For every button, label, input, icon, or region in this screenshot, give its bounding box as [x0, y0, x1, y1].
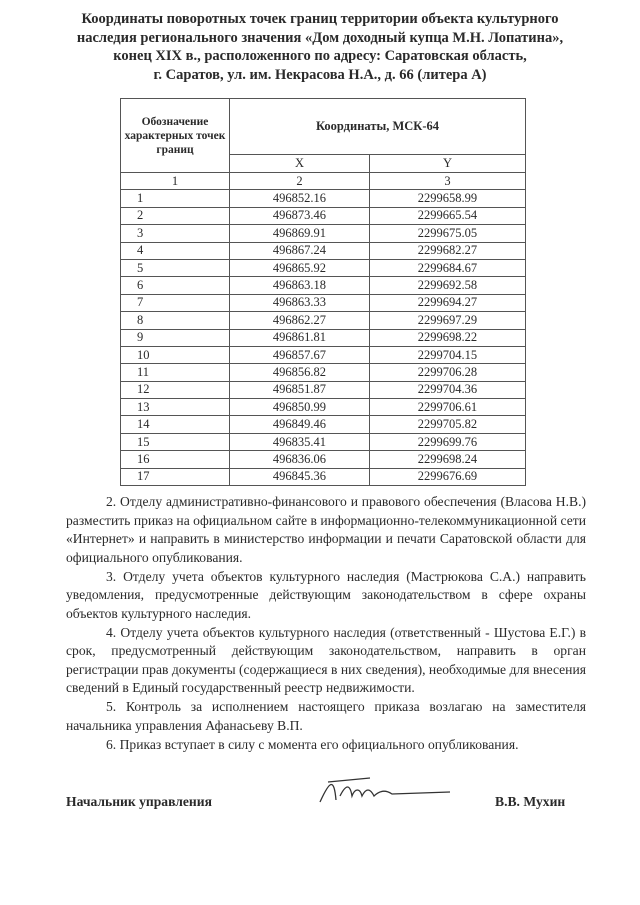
index-cell: 1 [121, 173, 230, 190]
paragraph: 6. Приказ вступает в силу с момента его официального опубликования. [106, 736, 519, 752]
index-cell: 3 [369, 173, 525, 190]
table-row [121, 433, 526, 450]
index-row [121, 173, 526, 190]
point-number: 11 [121, 364, 230, 381]
point-number: 4 [121, 242, 230, 259]
table-row [121, 381, 526, 398]
point-number: 12 [121, 381, 230, 398]
coord-x: 496861.81 [230, 329, 370, 346]
table-row [121, 277, 526, 294]
table-row [121, 416, 526, 433]
paragraph: 5. Контроль за исполнением настоящего приказа возлагаю на заместителя начальника управления Афанасьеву В.П. [66, 699, 586, 733]
index-cell: 2 [230, 173, 370, 190]
coord-y: 2299699.76 [369, 433, 525, 450]
table-row [121, 329, 526, 346]
signatory-name: В.В. Мухин [495, 794, 566, 809]
coord-x: 496863.33 [230, 294, 370, 311]
coord-x: 496862.27 [230, 312, 370, 329]
header-coords: Координаты, МСК-64 [230, 99, 526, 155]
order-paragraphs [66, 493, 586, 755]
coord-x: 496873.46 [230, 207, 370, 224]
paragraph: 4. Отделу учета объектов культурного наследия (ответственный - Шустова Е.Г.) в срок, предусмотренный действующим законодательством, направить в орган регистрации прав документы (содержащиеся в них сведения), необходимые для внесения сведений в Единый государственный реестр недвижимости. [66, 624, 586, 696]
table-row [121, 294, 526, 311]
coord-y: 2299706.28 [369, 364, 525, 381]
table-row [121, 259, 526, 276]
table-row [121, 399, 526, 416]
coord-x: 496865.92 [230, 259, 370, 276]
header-y: Y [369, 154, 525, 172]
coordinates-table [120, 98, 526, 486]
coord-x: 496851.87 [230, 381, 370, 398]
table-row [121, 364, 526, 381]
title-line: Координаты поворотных точек границ территории объекта культурного [81, 11, 559, 27]
table-row [121, 242, 526, 259]
document-title [40, 10, 600, 84]
paragraph: 3. Отделу учета объектов культурного наследия (Мастрюкова С.А.) направить уведомления, предусмотренные действующим законодательством в сфере охраны объектов культурного наследия. [66, 568, 586, 621]
coord-y: 2299706.61 [369, 399, 525, 416]
point-number: 6 [121, 277, 230, 294]
table-row [121, 190, 526, 207]
coord-x: 496867.24 [230, 242, 370, 259]
coord-y: 2299675.05 [369, 225, 525, 242]
coord-y: 2299698.24 [369, 451, 525, 468]
point-number: 10 [121, 346, 230, 363]
point-number: 14 [121, 416, 230, 433]
signatory-position: Начальник управления [66, 794, 212, 809]
coord-y: 2299698.22 [369, 329, 525, 346]
coord-y: 2299684.67 [369, 259, 525, 276]
point-number: 15 [121, 433, 230, 450]
coord-x: 496852.16 [230, 190, 370, 207]
coord-y: 2299682.27 [369, 242, 525, 259]
coord-y: 2299694.27 [369, 294, 525, 311]
coord-y: 2299676.69 [369, 468, 525, 485]
coord-y: 2299704.36 [369, 381, 525, 398]
coord-x: 496863.18 [230, 277, 370, 294]
coord-y: 2299692.58 [369, 277, 525, 294]
handwritten-signature-icon [300, 770, 460, 815]
coord-y: 2299704.15 [369, 346, 525, 363]
point-number: 13 [121, 399, 230, 416]
coord-x: 496836.06 [230, 451, 370, 468]
coord-x: 496869.91 [230, 225, 370, 242]
table-row [121, 225, 526, 242]
point-number: 3 [121, 225, 230, 242]
table-row [121, 468, 526, 485]
paragraph: 2. Отделу административно-финансового и правового обеспечения (Власова Н.В.) разместить приказ на официальном сайте в информационно-телекоммуникационной сети «Интернет» и направить в министерство информации и печати Саратовской области для официального опубликования. [66, 494, 586, 565]
table-row [121, 451, 526, 468]
point-number: 5 [121, 259, 230, 276]
coord-x: 496857.67 [230, 346, 370, 363]
table-row [121, 207, 526, 224]
point-number: 17 [121, 468, 230, 485]
title-line: конец XIX в., расположенного по адресу: Саратовская область, [113, 48, 527, 64]
table-row [121, 312, 526, 329]
coord-x: 496845.36 [230, 468, 370, 485]
coord-x: 496849.46 [230, 416, 370, 433]
coord-x: 496835.41 [230, 433, 370, 450]
coord-y: 2299705.82 [369, 416, 525, 433]
point-number: 9 [121, 329, 230, 346]
table-row [121, 346, 526, 363]
point-number: 7 [121, 294, 230, 311]
table-body [121, 173, 526, 486]
coord-y: 2299697.29 [369, 312, 525, 329]
title-line: наследия регионального значения «Дом доходный купца М.Н. Лопатина», [76, 29, 564, 46]
header-x: X [230, 154, 370, 172]
coord-x: 496856.82 [230, 364, 370, 381]
coord-x: 496850.99 [230, 399, 370, 416]
point-number: 8 [121, 312, 230, 329]
coord-y: 2299658.99 [369, 190, 525, 207]
point-number: 1 [121, 190, 230, 207]
point-number: 2 [121, 207, 230, 224]
title-line: г. Саратов, ул. им. Некрасова Н.А., д. 66 (литера А) [153, 66, 487, 83]
coord-y: 2299665.54 [369, 207, 525, 224]
header-points: Обозначение характерных точек границ [121, 99, 230, 173]
point-number: 16 [121, 451, 230, 468]
